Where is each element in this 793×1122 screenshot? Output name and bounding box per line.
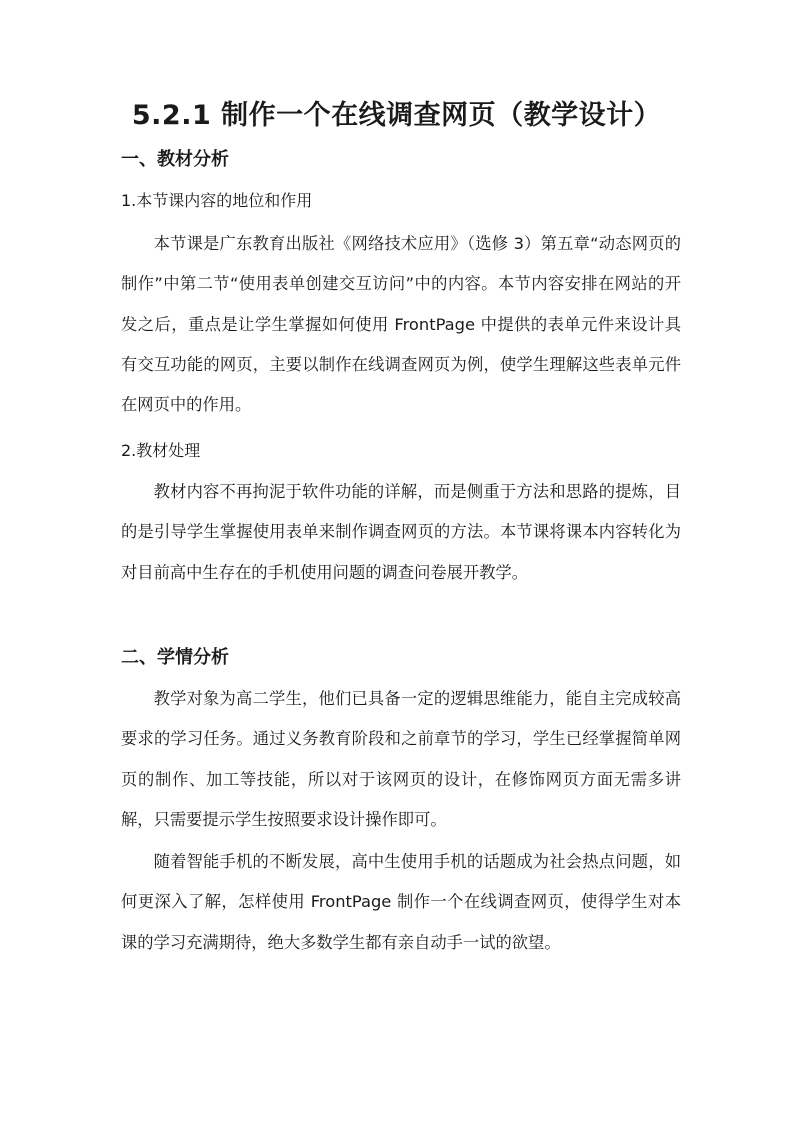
paragraph-textbook-processing: 教材内容不再拘泥于软件功能的详解，而是侧重于方法和思路的提炼，目的是引导学生掌握使用表单来制作调查网页的方法。本节课将课本内容转化为对目前高中生存在的手机使用问题的调查问卷展开教学。 xyxy=(121,482,681,582)
section-heading-textbook-analysis: 一、教材分析 xyxy=(121,149,229,170)
section-heading-learner-analysis: 二、学情分析 xyxy=(121,647,229,668)
paragraph-role: 本节课是广东教育出版社《网络技术应用》（选修 3）第五章“动态网页的制作”中第二节“使用表单创建交互访问”中的内容。本节内容安排在网站的开发之后，重点是让学生掌握如何使用 FrontPage 中提供的表单元件来设计具有交互功能的网页，主要以制作在线调查网页为例，使学生理解这些表单元件在网页中的作用。 xyxy=(121,234,681,415)
document-title: 5.2.1 制作一个在线调查网页（教学设计） xyxy=(131,100,662,131)
subsection-heading-textbook-processing: 2.教材处理 xyxy=(121,441,201,460)
paragraph-learner-analysis-2: 随着智能手机的不断发展，高中生使用手机的话题成为社会热点问题，如何更深入了解，怎样使用 FrontPage 制作一个在线调查网页，使得学生对本课的学习充满期待，绝大多数学生都有亲自动手一试的欲望。 xyxy=(121,852,681,952)
subsection-heading-role: 1.本节课内容的地位和作用 xyxy=(121,191,313,210)
paragraph-learner-analysis-1: 教学对象为高二学生，他们已具备一定的逻辑思维能力，能自主完成较高要求的学习任务。通过义务教育阶段和之前章节的学习，学生已经掌握简单网页的制作、加工等技能，所以对于该网页的设计，在修饰网页方面无需多讲解，只需要提示学生按照要求设计操作即可。 xyxy=(121,689,681,829)
